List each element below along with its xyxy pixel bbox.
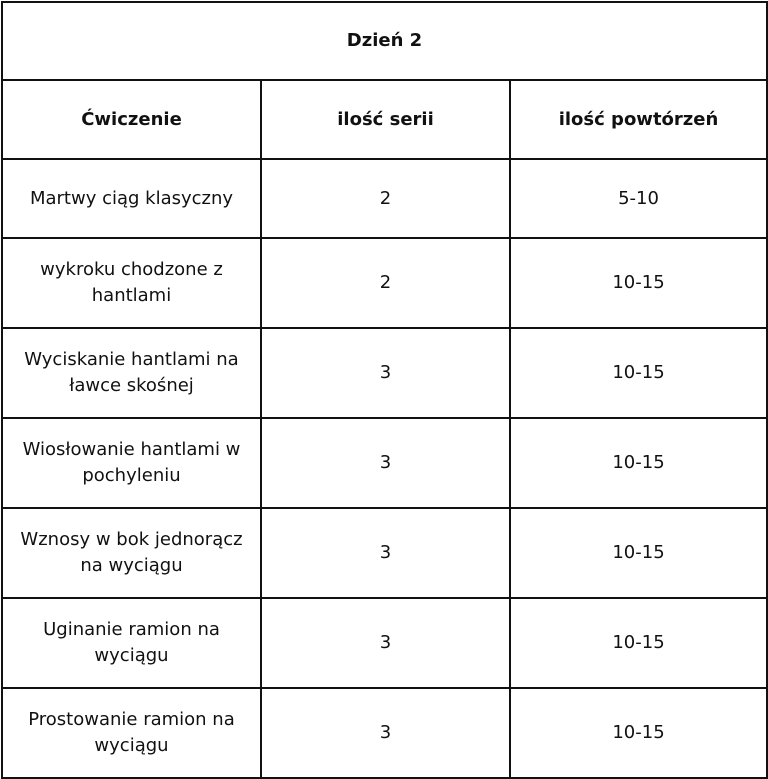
- sets-cell: 3: [261, 418, 510, 508]
- sets-cell: 2: [261, 159, 510, 238]
- reps-cell: 10-15: [510, 328, 767, 418]
- sets-cell: 3: [261, 328, 510, 418]
- workout-table: [1, 1, 768, 779]
- reps-cell: 5-10: [510, 159, 767, 238]
- table-row: [2, 238, 767, 328]
- table-row: [2, 508, 767, 598]
- header-row: [2, 80, 767, 159]
- reps-cell: 10-15: [510, 238, 767, 328]
- table-row: [2, 159, 767, 238]
- exercise-cell: Uginanie ramion na wyciągu: [2, 598, 261, 688]
- header-reps: ilość powtórzeń: [510, 80, 767, 159]
- reps-cell: 10-15: [510, 418, 767, 508]
- sets-cell: 3: [261, 598, 510, 688]
- table-row: [2, 598, 767, 688]
- exercise-cell: wykroku chodzone z hantlami: [2, 238, 261, 328]
- exercise-cell: Wiosłowanie hantlami w pochyleniu: [2, 418, 261, 508]
- title-row: [2, 2, 767, 80]
- exercise-cell: Wyciskanie hantlami na ławce skośnej: [2, 328, 261, 418]
- exercise-cell: Prostowanie ramion na wyciągu: [2, 688, 261, 778]
- sets-cell: 3: [261, 688, 510, 778]
- table-row: [2, 418, 767, 508]
- reps-cell: 10-15: [510, 688, 767, 778]
- header-sets: ilość serii: [261, 80, 510, 159]
- table-row: [2, 328, 767, 418]
- header-exercise: Ćwiczenie: [2, 80, 261, 159]
- table-title: Dzień 2: [2, 2, 767, 80]
- reps-cell: 10-15: [510, 508, 767, 598]
- sets-cell: 3: [261, 508, 510, 598]
- exercise-cell: Martwy ciąg klasyczny: [2, 159, 261, 238]
- sets-cell: 2: [261, 238, 510, 328]
- exercise-cell: Wznosy w bok jednorącz na wyciągu: [2, 508, 261, 598]
- reps-cell: 10-15: [510, 598, 767, 688]
- table-row: [2, 688, 767, 778]
